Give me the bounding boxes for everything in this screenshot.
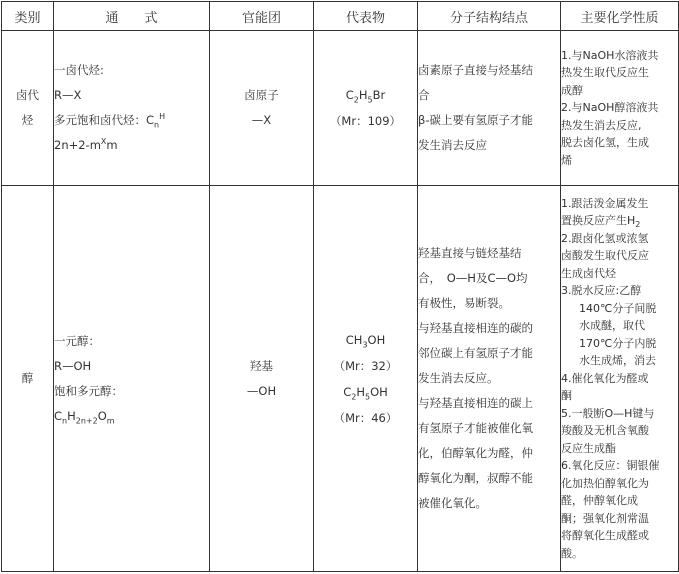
mono-halo-label: 一卤代烃: (54, 63, 104, 77)
mono-alcohol-formula: R—OH (54, 358, 92, 373)
alcohol-functional-group: 羟基 —OH (210, 186, 314, 572)
alcohol-representatives (314, 186, 418, 572)
alcohol-category: 醇 (2, 186, 54, 572)
poly-halo-label: 多元饱和卤代烃：$C_n^H$ (54, 112, 166, 130)
poly-alcohol-formula: $C_nH_{2n+2}O_m$ (54, 408, 115, 425)
header-functional-group: 官能团 (210, 2, 314, 31)
header-row (2, 2, 679, 31)
haloalkane-structure: 卤素原子直接与烃基结 合 β-碳上要有氢原子才能 发生消去反应 (418, 31, 561, 186)
haloalkane-general-formula (54, 31, 210, 186)
header-general-formula: 通 式 (54, 2, 210, 31)
methanol-formula: $CH_3OH$ (345, 332, 386, 349)
alcohol-structure: 羟基直接与链烃基结 合， O—H及C—O均 有极性，易断裂。 与羟基直接相连的碳的 邻位碳上有氢原子才能 发生消去反应。 与羟基直接相连的碳上 有氢原子才能被催化氧 化，伯醇氧化为醛，仲 醇氧化为酮，叔醇不能 被催化氧化。 (418, 186, 561, 572)
header-representative: 代表物 (314, 2, 418, 31)
header-category: 类别 (2, 2, 54, 31)
haloalkane-row (2, 31, 679, 186)
organic-compounds-table (1, 1, 679, 572)
mono-halo-formula: R—X (54, 88, 82, 102)
alcohol-properties: 1.跟活泼金属发生 置换反应产生$H_2$ 2.跟卤化氢或浓氢 卤酸发生取代反应 生成卤代烃 3.脱水反应:乙醇 140℃分子间脱 水成醚，取代 170℃分子内脱 水生成烯，消去 4.催化氧化为醛或 酮 5.一般断O—H键与 羧酸及无机含氧酸 反应生成酯 6.氧化反应：铜银催 化加热伯醇氧化为 醛，仲醇氧化成 酮；强氧化剂常温 将醇氧化生成醛或 酸。 (561, 186, 679, 572)
header-properties: 主要化学性质 (561, 2, 679, 31)
poly-halo-formula-subscripts: $2n+2-m^Xm$ (54, 137, 118, 152)
ethanol-mr: （Mr：46） (333, 410, 398, 425)
haloalkane-functional-group: 卤原子 —X (210, 31, 314, 186)
alcohol-general-formula (54, 186, 210, 572)
alcohol-row (2, 186, 679, 572)
bromoethane-mr: （Mr：109） (329, 114, 402, 128)
mono-alcohol-label: 一元醇： (54, 333, 100, 348)
haloalkane-representative (314, 31, 418, 186)
bromoethane-formula: $C_2H_5Br$ (345, 88, 386, 105)
poly-alcohol-label: 饱和多元醇： (54, 383, 123, 398)
haloalkane-category: 卤代 烃 (2, 31, 54, 186)
haloalkane-properties: 1.与NaOH水溶液共 热发生取代反应生 成醇 2.与NaOH醇溶液共 热发生消去反应, 脱去卤化氢，生成 烯 (561, 31, 679, 186)
methanol-mr: （Mr：32） (333, 358, 398, 373)
header-structure: 分子结构结点 (418, 2, 561, 31)
ethanol-formula: $C_2H_5OH$ (343, 384, 388, 401)
